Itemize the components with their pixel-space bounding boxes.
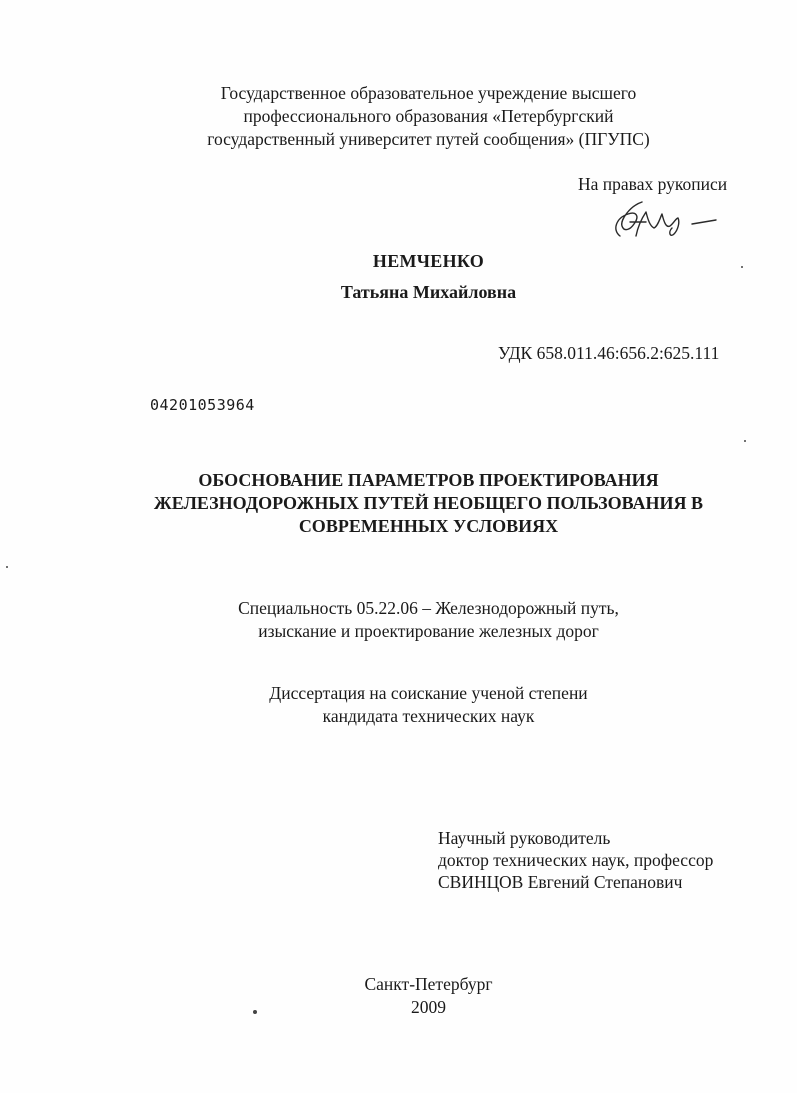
degree-line-1: Диссертация на соискание ученой степени [269, 683, 588, 703]
institution-line-2: профессионального образования «Петербургский [243, 106, 614, 126]
registration-number: 04201053964 [150, 396, 255, 414]
author-surname: НЕМЧЕНКО [372, 251, 485, 271]
supervisor-line-2: доктор технических наук, профессор [438, 850, 714, 870]
specialty-line-2: изыскание и проектирование железных дорог [258, 621, 599, 641]
dissertation-title [30, 469, 797, 538]
title-line-1: ОБОСНОВАНИЕ ПАРАМЕТРОВ ПРОЕКТИРОВАНИЯ [198, 470, 659, 490]
supervisor-line-1: Научный руководитель [438, 828, 611, 848]
place-year-block [30, 973, 797, 1019]
signature-icon [606, 196, 726, 246]
specialty-block [30, 597, 797, 643]
institution-line-3: государственный университет путей сообщения» (ПГУПС) [207, 129, 650, 149]
city: Санкт-Петербург [364, 974, 493, 994]
supervisor-block [438, 827, 713, 893]
year: 2009 [411, 997, 446, 1017]
scan-speck [6, 566, 8, 568]
author-given-names: Татьяна Михайловна [340, 282, 517, 302]
scan-speck [253, 1010, 257, 1014]
degree-block [30, 682, 797, 728]
institution-line-1: Государственное образовательное учреждение высшего [220, 83, 637, 103]
udk-code: УДК 658.011.46:656.2:625.111 [498, 343, 720, 363]
manuscript-note: На правах рукописи [578, 174, 728, 194]
scan-speck [744, 440, 746, 442]
specialty-line-1: Специальность 05.22.06 – Железнодорожный путь, [238, 598, 619, 618]
degree-line-2: кандидата технических наук [322, 706, 535, 726]
institution-header [30, 82, 797, 151]
supervisor-line-3: СВИНЦОВ Евгений Степанович [438, 872, 683, 892]
title-line-3: СОВРЕМЕННЫХ УСЛОВИЯХ [298, 516, 559, 536]
title-line-2: ЖЕЛЕЗНОДОРОЖНЫХ ПУТЕЙ НЕОБЩЕГО ПОЛЬЗОВАНИЯ В [153, 493, 704, 513]
scan-speck [741, 266, 743, 268]
